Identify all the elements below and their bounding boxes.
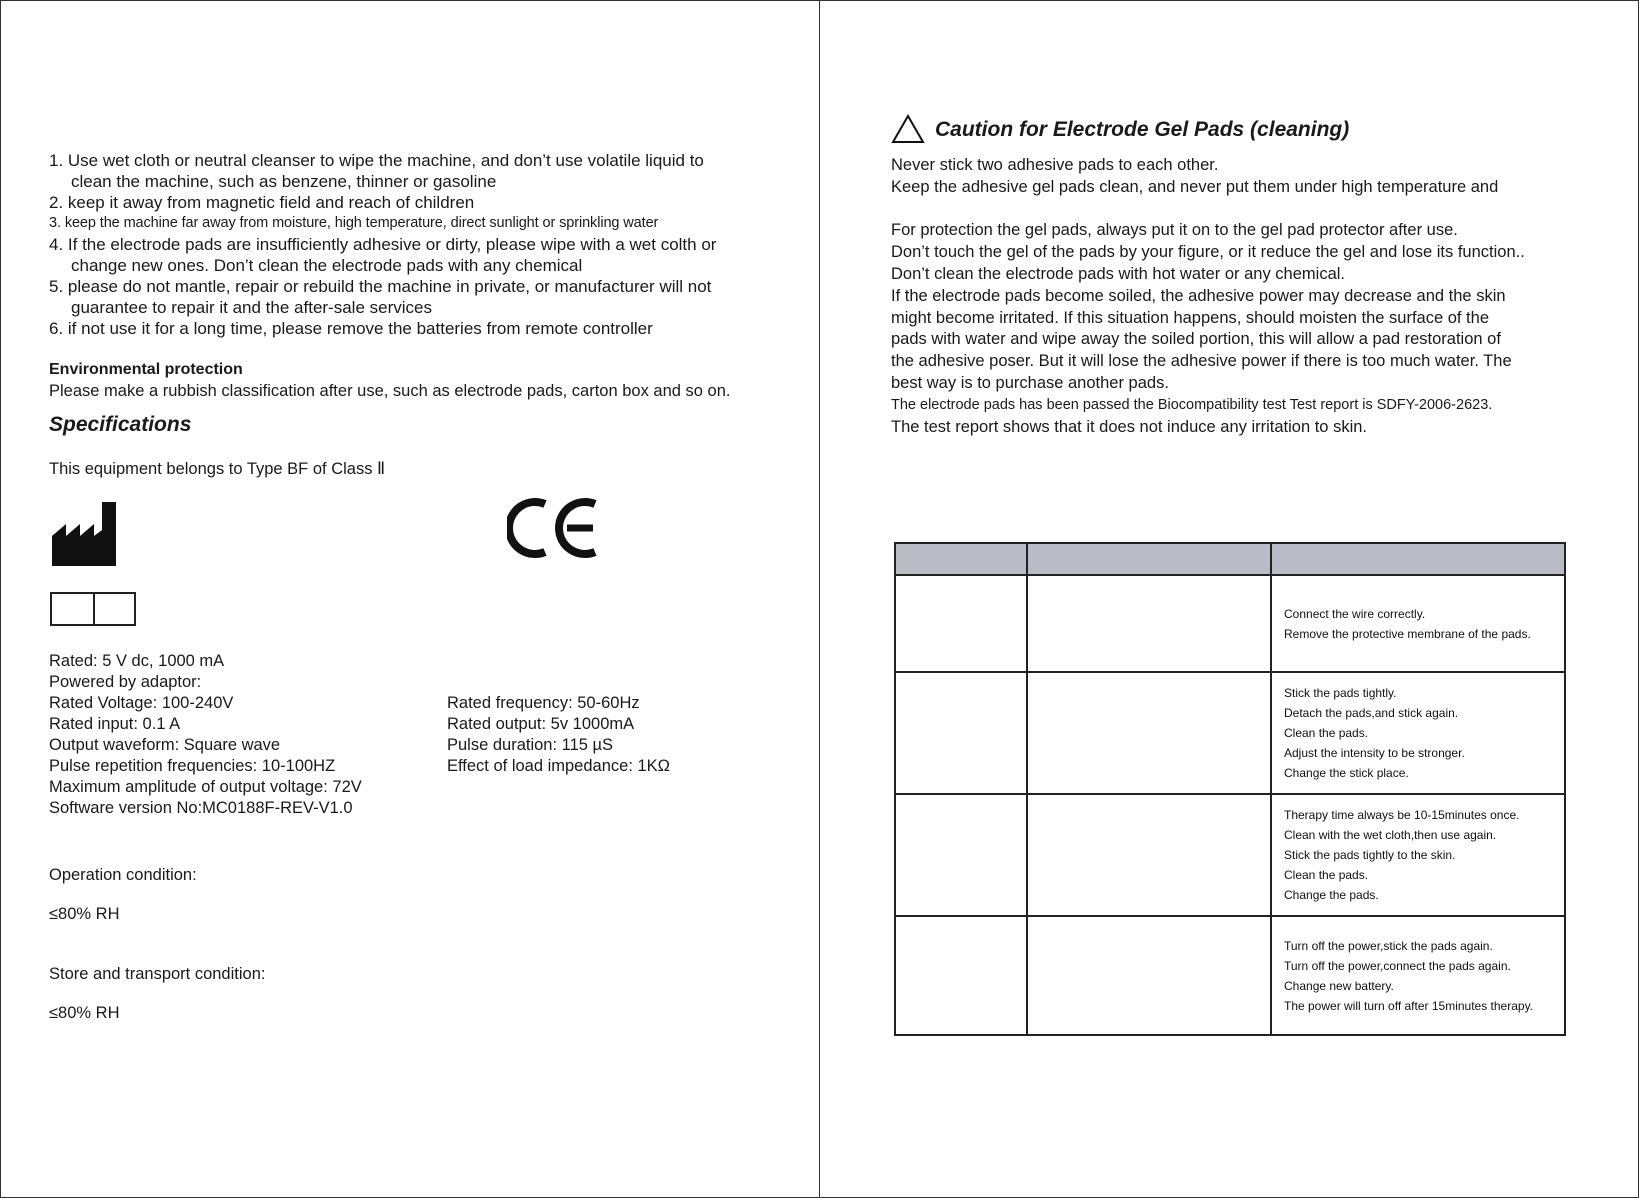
operation-condition-label: Operation condition: [49, 866, 197, 884]
spec-item: Rated output: 5v 1000mA [447, 715, 635, 733]
caution-line: If the electrode pads become soiled, the adhesive power may decrease and the skin [891, 286, 1506, 305]
solution-cell [1271, 916, 1565, 1035]
maintenance-list-item: 6. if not use it for a long time, please remove the batteries from remote controller [49, 319, 653, 338]
maintenance-list-item: 1. Use wet cloth or neutral cleanser to wipe the machine, and don’t use volatile liquid to [49, 151, 704, 170]
ce-mark-icon [507, 496, 599, 560]
caution-text-block [891, 155, 1525, 438]
cause-cell [1027, 575, 1271, 672]
solution-line: Adjust the intensity to be stronger. [1284, 746, 1465, 760]
caution-line: might become irritated. If this situation happens, should moisten the surface of the [891, 308, 1489, 327]
table-row [895, 794, 1565, 916]
ref-symbol-box [50, 592, 136, 626]
problem-cell [895, 916, 1027, 1035]
solution-line: The power will turn off after 15minutes therapy. [1284, 998, 1534, 1013]
solution-line: Remove the protective membrane of the pads. [1284, 626, 1531, 641]
maintenance-list-item: 2. keep it away from magnetic field and reach of children [49, 193, 475, 212]
solution-cell [1271, 794, 1565, 916]
spec-item: Maximum amplitude of output voltage: 72V [49, 778, 362, 796]
store-condition-value: ≤80% RH [49, 1004, 120, 1022]
spec-list-left [49, 651, 362, 819]
spec-item: Rated Voltage: 100-240V [49, 694, 234, 712]
solution-line: Therapy time always be 10-15minutes once. [1284, 808, 1520, 822]
solution-line: Change the pads. [1284, 888, 1379, 902]
maintenance-list-item: 4. If the electrode pads are insufficiently adhesive or dirty, please wipe with a wet colth or [49, 235, 717, 254]
maintenance-list-item: guarantee to repair it and the after-sale services [71, 298, 432, 317]
spec-item: Pulse repetition frequencies: 10-100HZ [49, 757, 336, 775]
spec-item: Powered by adaptor: [49, 673, 202, 691]
solution-line: Turn off the power,stick the pads again. [1284, 938, 1493, 953]
solution-line: Turn off the power,connect the pads again. [1284, 958, 1511, 973]
table-row [895, 575, 1565, 672]
maintenance-list-item: clean the machine, such as benzene, thinner or gasoline [71, 172, 497, 191]
caution-line: Don’t touch the gel of the pads by your figure, or it reduce the gel and lose its function.. [891, 243, 1525, 262]
caution-heading: Caution for Electrode Gel Pads (cleaning) [935, 118, 1350, 141]
store-condition-label: Store and transport condition: [49, 965, 266, 983]
table-header-cell [895, 543, 1027, 575]
caution-line: The electrode pads has been passed the Biocompatibility test Test report is SDFY-2006-2623. [891, 396, 1493, 413]
solution-line: Detach the pads,and stick again. [1284, 706, 1459, 720]
equipment-class-text: This equipment belongs to Type BF of Class Ⅱ [49, 460, 386, 478]
table-header-cell [1271, 543, 1565, 575]
caution-line: The test report shows that it does not induce any irritation to skin. [891, 417, 1367, 436]
spec-item: Pulse duration: 115 µS [447, 736, 614, 754]
specifications-heading: Specifications [49, 413, 192, 436]
caution-line: best way is to purchase another pads. [891, 373, 1169, 392]
manufacturer-icon [52, 502, 116, 566]
solution-line: Clean with the wet cloth,then use again. [1284, 828, 1497, 842]
caution-line: the adhesive poser. But it will lose the adhesive power if there is too much water. The [891, 352, 1512, 371]
operation-condition-value: ≤80% RH [49, 905, 120, 923]
environmental-protection-text: Please make a rubbish classification after use, such as electrode pads, carton box and so on. [49, 382, 731, 400]
solution-line: Clean the pads. [1284, 726, 1369, 740]
spec-item: Rated: 5 V dc, 1000 mA [49, 652, 225, 670]
spec-item: Software version No:MC0188F-REV-V1.0 [49, 799, 353, 817]
caution-line: For protection the gel pads, always put it on to the gel pad protector after use. [891, 221, 1458, 240]
maintenance-list [49, 150, 716, 339]
solution-line: Change new battery. [1284, 978, 1394, 993]
maintenance-list-item: 5. please do not mantle, repair or rebuild the machine in private, or manufacturer will not [49, 277, 712, 296]
caution-line: Never stick two adhesive pads to each other. [891, 156, 1219, 174]
solution-line: Connect the wire correctly. [1284, 606, 1426, 621]
caution-line: Don’t clean the electrode pads with hot water or any chemical. [891, 264, 1345, 283]
spec-item: Effect of load impedance: 1KΩ [447, 757, 670, 775]
troubleshooting-table [894, 542, 1566, 1036]
table-row [895, 916, 1565, 1035]
cause-cell [1027, 672, 1271, 794]
solution-line: Stick the pads tightly. [1284, 686, 1397, 700]
cause-cell [1027, 794, 1271, 916]
spec-item: Output waveform: Square wave [49, 736, 281, 754]
table-header-row [895, 543, 1565, 575]
maintenance-list-item: change new ones. Don’t clean the electrode pads with any chemical [71, 256, 583, 275]
spec-list-right [447, 693, 670, 777]
spec-item: Rated input: 0.1 A [49, 715, 181, 733]
spec-item: Rated frequency: 50-60Hz [447, 694, 640, 712]
solution-line: Change the stick place. [1284, 766, 1409, 780]
solution-cell [1271, 672, 1565, 794]
solution-cell [1271, 575, 1565, 672]
table-header-cell [1027, 543, 1271, 575]
problem-cell [895, 575, 1027, 672]
blank-line [891, 199, 1525, 221]
caution-line: Keep the adhesive gel pads clean, and never put them under high temperature and [891, 177, 1499, 196]
cause-cell [1027, 916, 1271, 1035]
environmental-protection-heading: Environmental protection [49, 361, 243, 378]
table-row [895, 672, 1565, 794]
problem-cell [895, 794, 1027, 916]
maintenance-list-item: 3. keep the machine far away from moisture, high temperature, direct sunlight or sprinkling water [49, 215, 659, 231]
warning-triangle-icon [891, 114, 925, 149]
caution-line: pads with water and wipe away the soiled portion, this will allow a pad restoration of [891, 330, 1501, 349]
problem-cell [895, 672, 1027, 794]
solution-line: Clean the pads. [1284, 868, 1369, 882]
solution-line: Stick the pads tightly to the skin. [1284, 848, 1456, 862]
